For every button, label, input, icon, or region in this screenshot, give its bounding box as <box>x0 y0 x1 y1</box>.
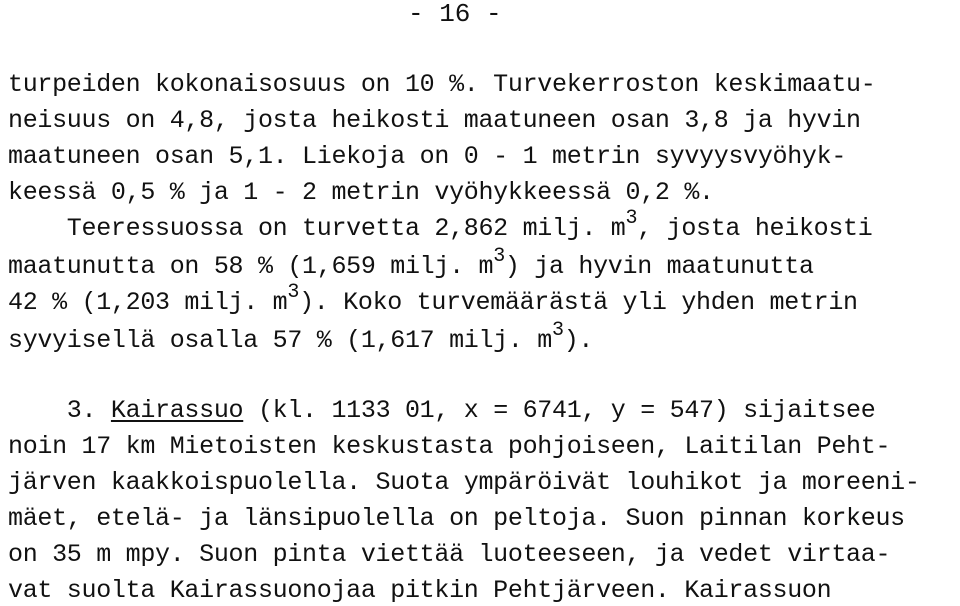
text-segment: Teeressuossa on turvetta 2,862 milj. m <box>8 214 626 243</box>
superscript: 3 <box>552 319 564 342</box>
superscript: 3 <box>287 281 300 304</box>
text-line: keessä 0,5 % ja 1 - 2 metrin vyöhykkeessä 0,2 %. <box>8 178 714 207</box>
text-line: maatuneen osan 5,1. Liekoja on 0 - 1 metrin syvyysvyöhyk- <box>8 142 847 171</box>
text-line <box>8 396 875 426</box>
text-segment: syvyisellä osalla 57 % (1,617 milj. m <box>8 326 552 355</box>
text-segment: ). <box>563 326 594 355</box>
text-segment: ). Koko turvemäärästä yli yhden metrin <box>299 288 858 317</box>
text-segment: 42 % (1,203 milj. m <box>8 288 288 317</box>
text-line <box>8 207 873 244</box>
text-line: on 35 m mpy. Suon pinta viettää luoteeseen, ja vedet virtaa- <box>8 540 891 569</box>
text-line: mäet, etelä- ja länsipuolella on peltoja. Suon pinnan korkeus <box>8 504 905 533</box>
text-line: neisuus on 4,8, josta heikosti maatuneen osan 3,8 ja hyvin <box>8 106 861 135</box>
text-segment: maatunutta on 58 % (1,659 milj. m <box>8 252 494 281</box>
text-segment: , josta heikosti <box>637 214 873 243</box>
site-name: Kairassuo <box>110 396 244 425</box>
text-line: vat suolta Kairassuonojaa pitkin Pehtjärveen. Kairassuon <box>8 576 832 605</box>
superscript: 3 <box>625 207 638 230</box>
text-line: järven kaakkoispuolella. Suota ympäröivät louhikot ja moreeni- <box>8 468 920 497</box>
text-line <box>8 245 814 282</box>
text-line <box>8 319 594 356</box>
text-line: turpeiden kokonaisosuus on 10 %. Turvekerroston keskimaatu- <box>8 70 876 99</box>
superscript: 3 <box>493 245 505 268</box>
text-segment: (kl. 1133 01, x = 6741, y = 547) sijaitsee <box>243 396 876 425</box>
text-line <box>8 281 858 318</box>
page-number: - 16 - <box>408 0 502 29</box>
text-segment: 3. <box>8 396 111 425</box>
text-line: noin 17 km Mietoisten keskustasta pohjoiseen, Laitilan Peht- <box>8 432 891 461</box>
text-segment: ) ja hyvin maatunutta <box>504 252 814 281</box>
